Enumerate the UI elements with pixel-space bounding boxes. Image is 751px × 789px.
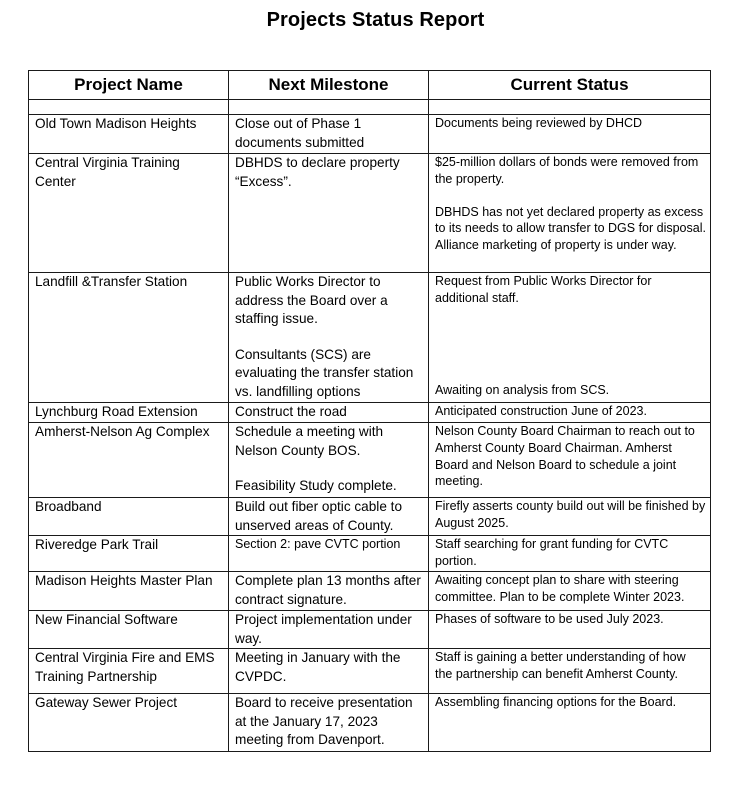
page-title: Projects Status Report: [266, 9, 485, 31]
status-table: [28, 70, 711, 752]
milestone-cell: [229, 694, 429, 752]
column-header-current-status: Current Status: [429, 71, 711, 100]
milestone-cell: [229, 572, 429, 611]
status-cell: [429, 423, 711, 498]
status-text: $25-million dollars of bonds were removed from the property.: [435, 155, 699, 186]
milestone-text: Complete plan 13 months after contract signature.: [235, 573, 421, 607]
status-cell: [429, 572, 711, 611]
milestone-cell: [229, 154, 429, 273]
table-row: [29, 536, 711, 572]
status-cell: [429, 273, 711, 403]
status-text: Assembling financing options for the Board.: [435, 695, 677, 709]
milestone-cell: [229, 611, 429, 649]
table-row: [29, 572, 711, 611]
milestone-text: Schedule a meeting with Nelson County BOS.: [235, 424, 384, 458]
milestone-text: Section 2: pave CVTC portion: [235, 537, 401, 551]
table-row: [29, 611, 711, 649]
project-name-cell: Broadband: [29, 498, 229, 536]
status-text: Anticipated construction June of 2023.: [435, 404, 647, 418]
milestone-text: Meeting in January with the CVPDC.: [235, 650, 401, 684]
milestone-text: Build out fiber optic cable to unserved areas of County.: [235, 499, 403, 533]
milestone-text: Board to receive presentation at the January 17, 2023 meeting from Davenport.: [235, 695, 413, 747]
milestone-cell: [229, 403, 429, 423]
empty-cell: [429, 100, 711, 115]
column-header-project-name: Project Name: [29, 71, 229, 100]
status-text: Documents being reviewed by DHCD: [435, 116, 643, 130]
status-text: Staff searching for grant funding for CVTC portion.: [435, 537, 669, 568]
status-cell: [429, 403, 711, 423]
table-row: [29, 273, 711, 403]
milestone-text: Project implementation under way.: [235, 612, 412, 646]
empty-cell: [29, 100, 229, 115]
table-row: [29, 115, 711, 154]
status-text: Nelson County Board Chairman to reach out to Amherst County Board Chairman. Amherst Board and Nelson Board to schedule a joint meeting.: [435, 424, 695, 489]
milestone-text: DBHDS to declare property “Excess”.: [235, 155, 400, 189]
table-row: [29, 649, 711, 694]
table-row: [29, 423, 711, 498]
milestone-text: Close out of Phase 1 documents submitted: [235, 116, 365, 150]
milestone-text: Consultants (SCS) are evaluating the transfer station vs. landfilling options: [235, 346, 414, 399]
table-row: [29, 403, 711, 423]
table-row: [29, 694, 711, 752]
milestone-cell: [229, 273, 429, 403]
status-cell: [429, 649, 711, 694]
status-cell: [429, 694, 711, 752]
project-name-cell: Landfill &Transfer Station: [29, 273, 229, 403]
project-name-cell: Old Town Madison Heights: [29, 115, 229, 154]
project-name-cell: Central Virginia Training Center: [29, 154, 229, 273]
table-row: [29, 498, 711, 536]
milestone-text: Construct the road: [235, 404, 347, 419]
status-text: Phases of software to be used July 2023.: [435, 612, 664, 626]
project-name-cell: Central Virginia Fire and EMS Training Partnership: [29, 649, 229, 694]
project-name-cell: Gateway Sewer Project: [29, 694, 229, 752]
empty-cell: [229, 100, 429, 115]
status-text: Request from Public Works Director for additional staff.: [435, 274, 652, 305]
status-cell: [429, 536, 711, 572]
milestone-cell: [229, 536, 429, 572]
empty-row: [29, 100, 711, 115]
status-text: Staff is gaining a better understanding of how the partnership can benefit Amherst County.: [435, 650, 686, 681]
project-name-cell: New Financial Software: [29, 611, 229, 649]
project-name-cell: Madison Heights Master Plan: [29, 572, 229, 611]
milestone-cell: [229, 423, 429, 498]
milestone-cell: [229, 498, 429, 536]
status-text: DBHDS has not yet declared property as excess to its needs to allow transfer to DGS for disposal. Alliance marketing of property is under way.: [435, 204, 706, 253]
milestone-cell: [229, 115, 429, 154]
column-header-next-milestone: Next Milestone: [229, 71, 429, 100]
status-text: Awaiting concept plan to share with steering committee. Plan to be complete Winter 2023.: [435, 573, 685, 604]
table-header-row: [29, 71, 711, 100]
status-cell: [429, 611, 711, 649]
status-text: Awaiting on analysis from SCS.: [435, 383, 610, 398]
status-cell: [429, 154, 711, 273]
milestone-cell: [229, 649, 429, 694]
status-text: Firefly asserts county build out will be finished by August 2025.: [435, 499, 706, 530]
status-cell: [429, 115, 711, 154]
table-row: [29, 154, 711, 273]
project-name-cell: Lynchburg Road Extension: [29, 403, 229, 423]
milestone-text: Public Works Director to address the Board over a staffing issue.: [235, 274, 388, 326]
project-name-cell: Riveredge Park Trail: [29, 536, 229, 572]
project-name-cell: Amherst-Nelson Ag Complex: [29, 423, 229, 498]
status-cell: [429, 498, 711, 536]
milestone-text: Feasibility Study complete.: [235, 478, 397, 493]
